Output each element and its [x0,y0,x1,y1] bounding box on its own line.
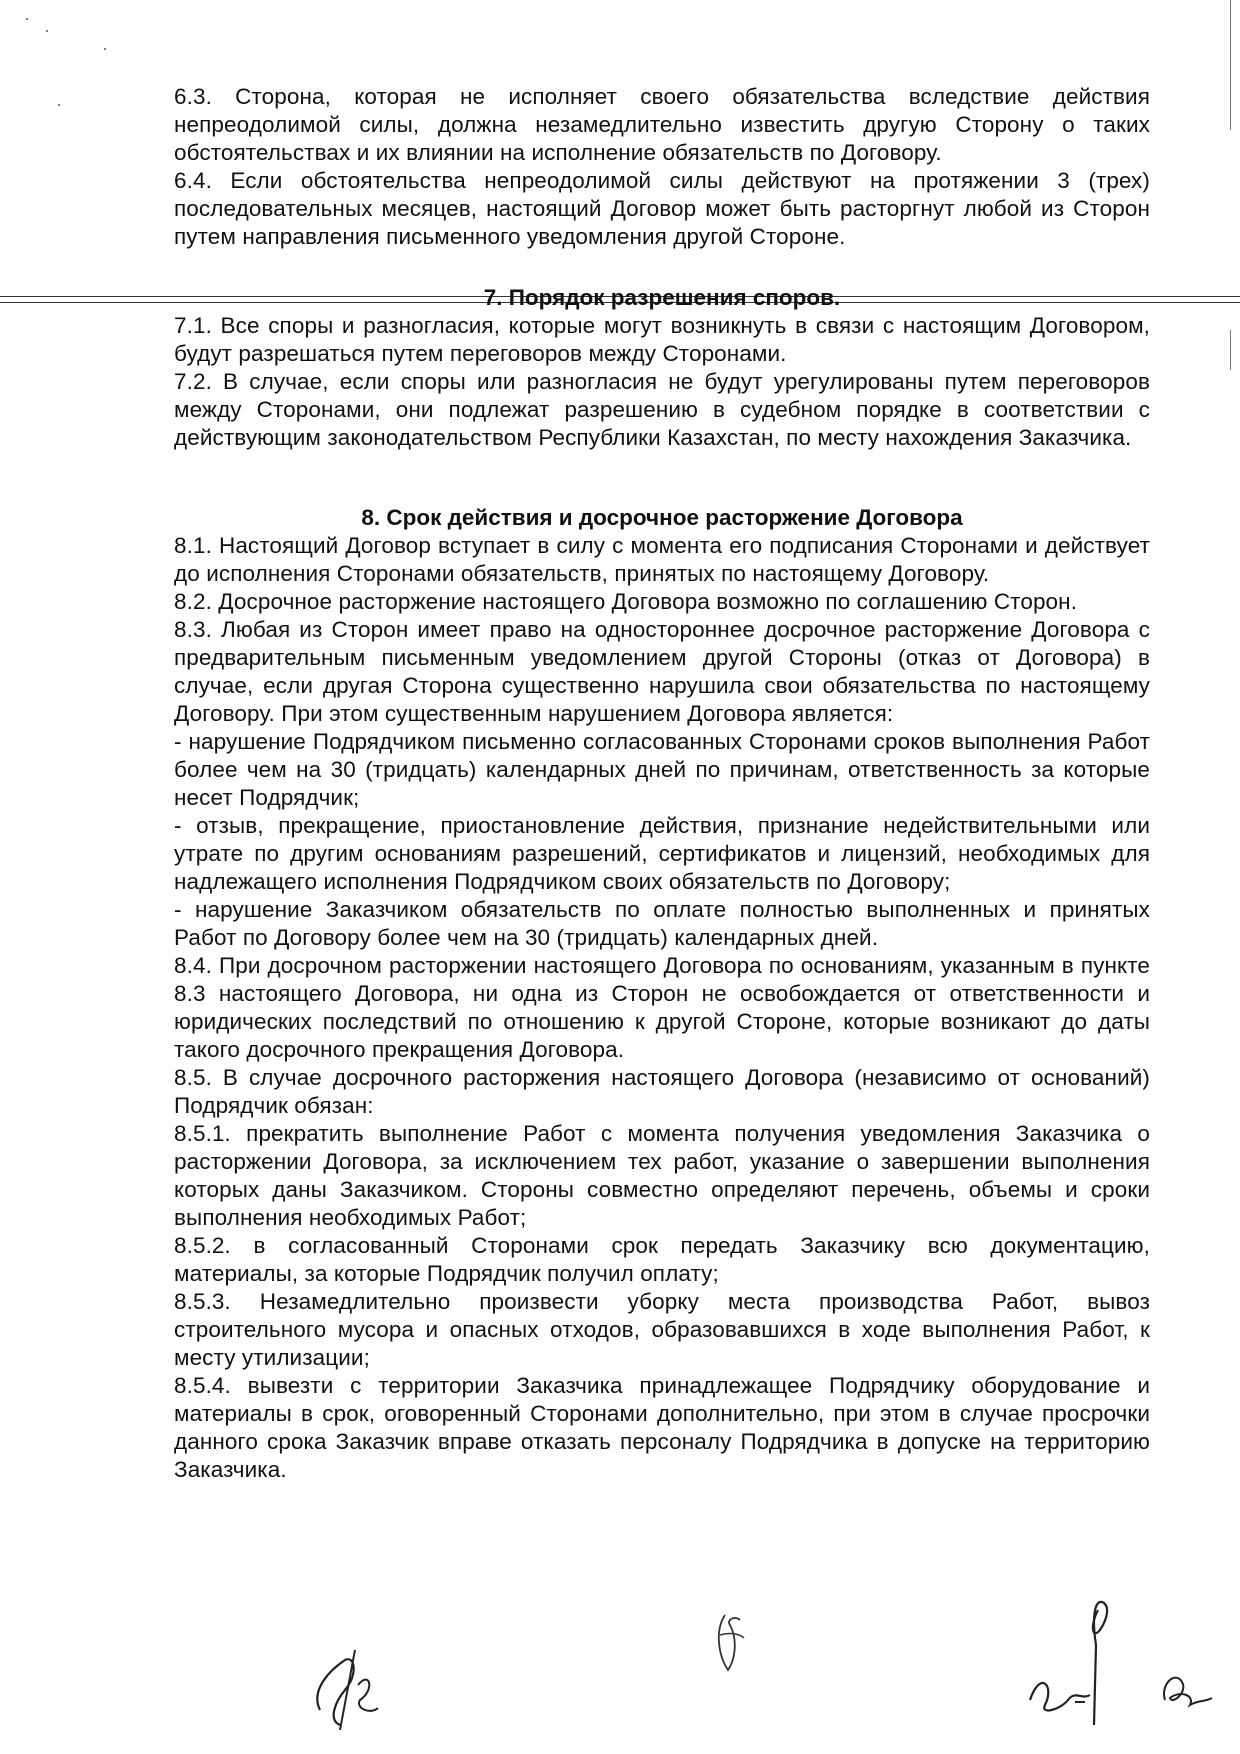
scan-speck [58,104,60,106]
paragraph-8-2: 8.2. Досрочное расторжение настоящего Договора возможно по соглашению Сторон. [174,589,1078,614]
paragraph-8-3-item-1: - нарушение Подрядчиком письменно согласованных Сторонами сроков выполнения Работ более чем на 30 (тридцать) календарных дней по причинам, ответственность за которые несет Подрядчик; [174,729,1150,810]
scan-speck [104,48,106,50]
paragraph-6-3: 6.3. Сторона, которая не исполняет своего обязательства вследствие действия непреодолимой силы, должна незамедлительно известить другую Сторону о таких обстоятельствах и их влиянии на исполнение обязательств по Договору. [174,84,1150,165]
paragraph-7-2: 7.2. В случае, если споры или разногласия не будут урегулированы путем переговоров между Сторонами, они подлежат разрешению в судебном порядке в соответствии с действующим законодательством Республики Казахстан, по месту нахождения Заказчика. [174,369,1150,450]
paragraph-8-5-4: 8.5.4. вывезти с территории Заказчика принадлежащее Подрядчику оборудование и материалы в срок, оговоренный Сторонами дополнительно, при этом в случае просрочки данного срока Заказчик вправе отказать персоналу Подрядчика в допуске на территорию Заказчика. [174,1373,1150,1482]
section-8-heading: 8. Срок действия и досрочное расторжение Договора [361,505,963,530]
scan-edge-line [1230,330,1231,370]
handwritten-initials-2 [700,1600,760,1690]
handwritten-initials-3 [1150,1660,1220,1720]
paragraph-8-1: 8.1. Настоящий Договор вступает в силу с момента его подписания Сторонами и действует до исполнения Сторонами обязательств, принятых по настоящему Договору. [174,533,1150,586]
section-7 [174,284,1150,452]
section-6-tail [174,83,1150,251]
paragraph-8-5: 8.5. В случае досрочного расторжения настоящего Договора (независимо от оснований) Подрядчик обязан: [174,1065,1150,1118]
scan-edge-line [1230,0,1231,130]
scan-speck [26,18,28,20]
paragraph-8-5-1: 8.5.1. прекратить выполнение Работ с момента получения уведомления Заказчика о расторжении Договора, за исключением тех работ, указание о завершении выполнения которых даны Заказчиком. Стороны совместно определяют перечень, объемы и сроки выполнения необходимых Работ; [174,1121,1150,1230]
section-7-heading: 7. Порядок разрешения споров. [483,285,841,310]
paragraph-7-1: 7.1. Все споры и разногласия, которые могут возникнуть в связи с настоящим Договором, будут разрешаться путем переговоров между Сторонами. [174,313,1150,366]
paragraph-8-3: 8.3. Любая из Сторон имеет право на одностороннее досрочное расторжение Договора с предварительным письменным уведомлением другой Стороны (отказ от Договора) в случае, если другая Сторона существенно нарушила свои обязательства по настоящему Договору. При этом существенным нарушением Договора является: [174,617,1150,726]
paragraph-8-5-3: 8.5.3. Незамедлительно произвести уборку места производства Работ, вывоз строительного мусора и опасных отходов, образовавшихся в ходе выполнения Работ, к месту утилизации; [174,1289,1150,1370]
paragraph-8-5-2: 8.5.2. в согласованный Сторонами срок передать Заказчику всю документацию, материалы, за которые Подрядчик получил оплату; [174,1233,1150,1286]
section-8 [174,504,1150,1484]
handwritten-signature [1020,1590,1130,1730]
paragraph-8-3-item-3: - нарушение Заказчиком обязательств по оплате полностью выполненных и принятых Работ по Договору более чем на 30 (тридцать) календарных дней. [174,897,1150,950]
paragraph-8-4: 8.4. При досрочном расторжении настоящего Договора по основаниям, указанным в пункте 8.3 настоящего Договора, ни одна из Сторон не освобождается от ответственности и юридических последствий по отношению к другой Стороне, которые возникают до даты такого досрочного прекращения Договора. [174,953,1150,1062]
handwritten-initials-1 [300,1630,410,1740]
paragraph-8-3-item-2: - отзыв, прекращение, приостановление действия, признание недействительными или утрате по другим основаниям разрешений, сертификатов и лицензий, необходимых для надлежащего исполнения Подрядчиком своих обязательств по Договору; [174,813,1150,894]
paragraph-6-4: 6.4. Если обстоятельства непреодолимой силы действуют на протяжении 3 (трех) последовательных месяцев, настоящий Договор может быть расторгнут любой из Сторон путем направления письменного уведомления другой Стороне. [174,168,1150,249]
scan-speck [46,30,48,32]
